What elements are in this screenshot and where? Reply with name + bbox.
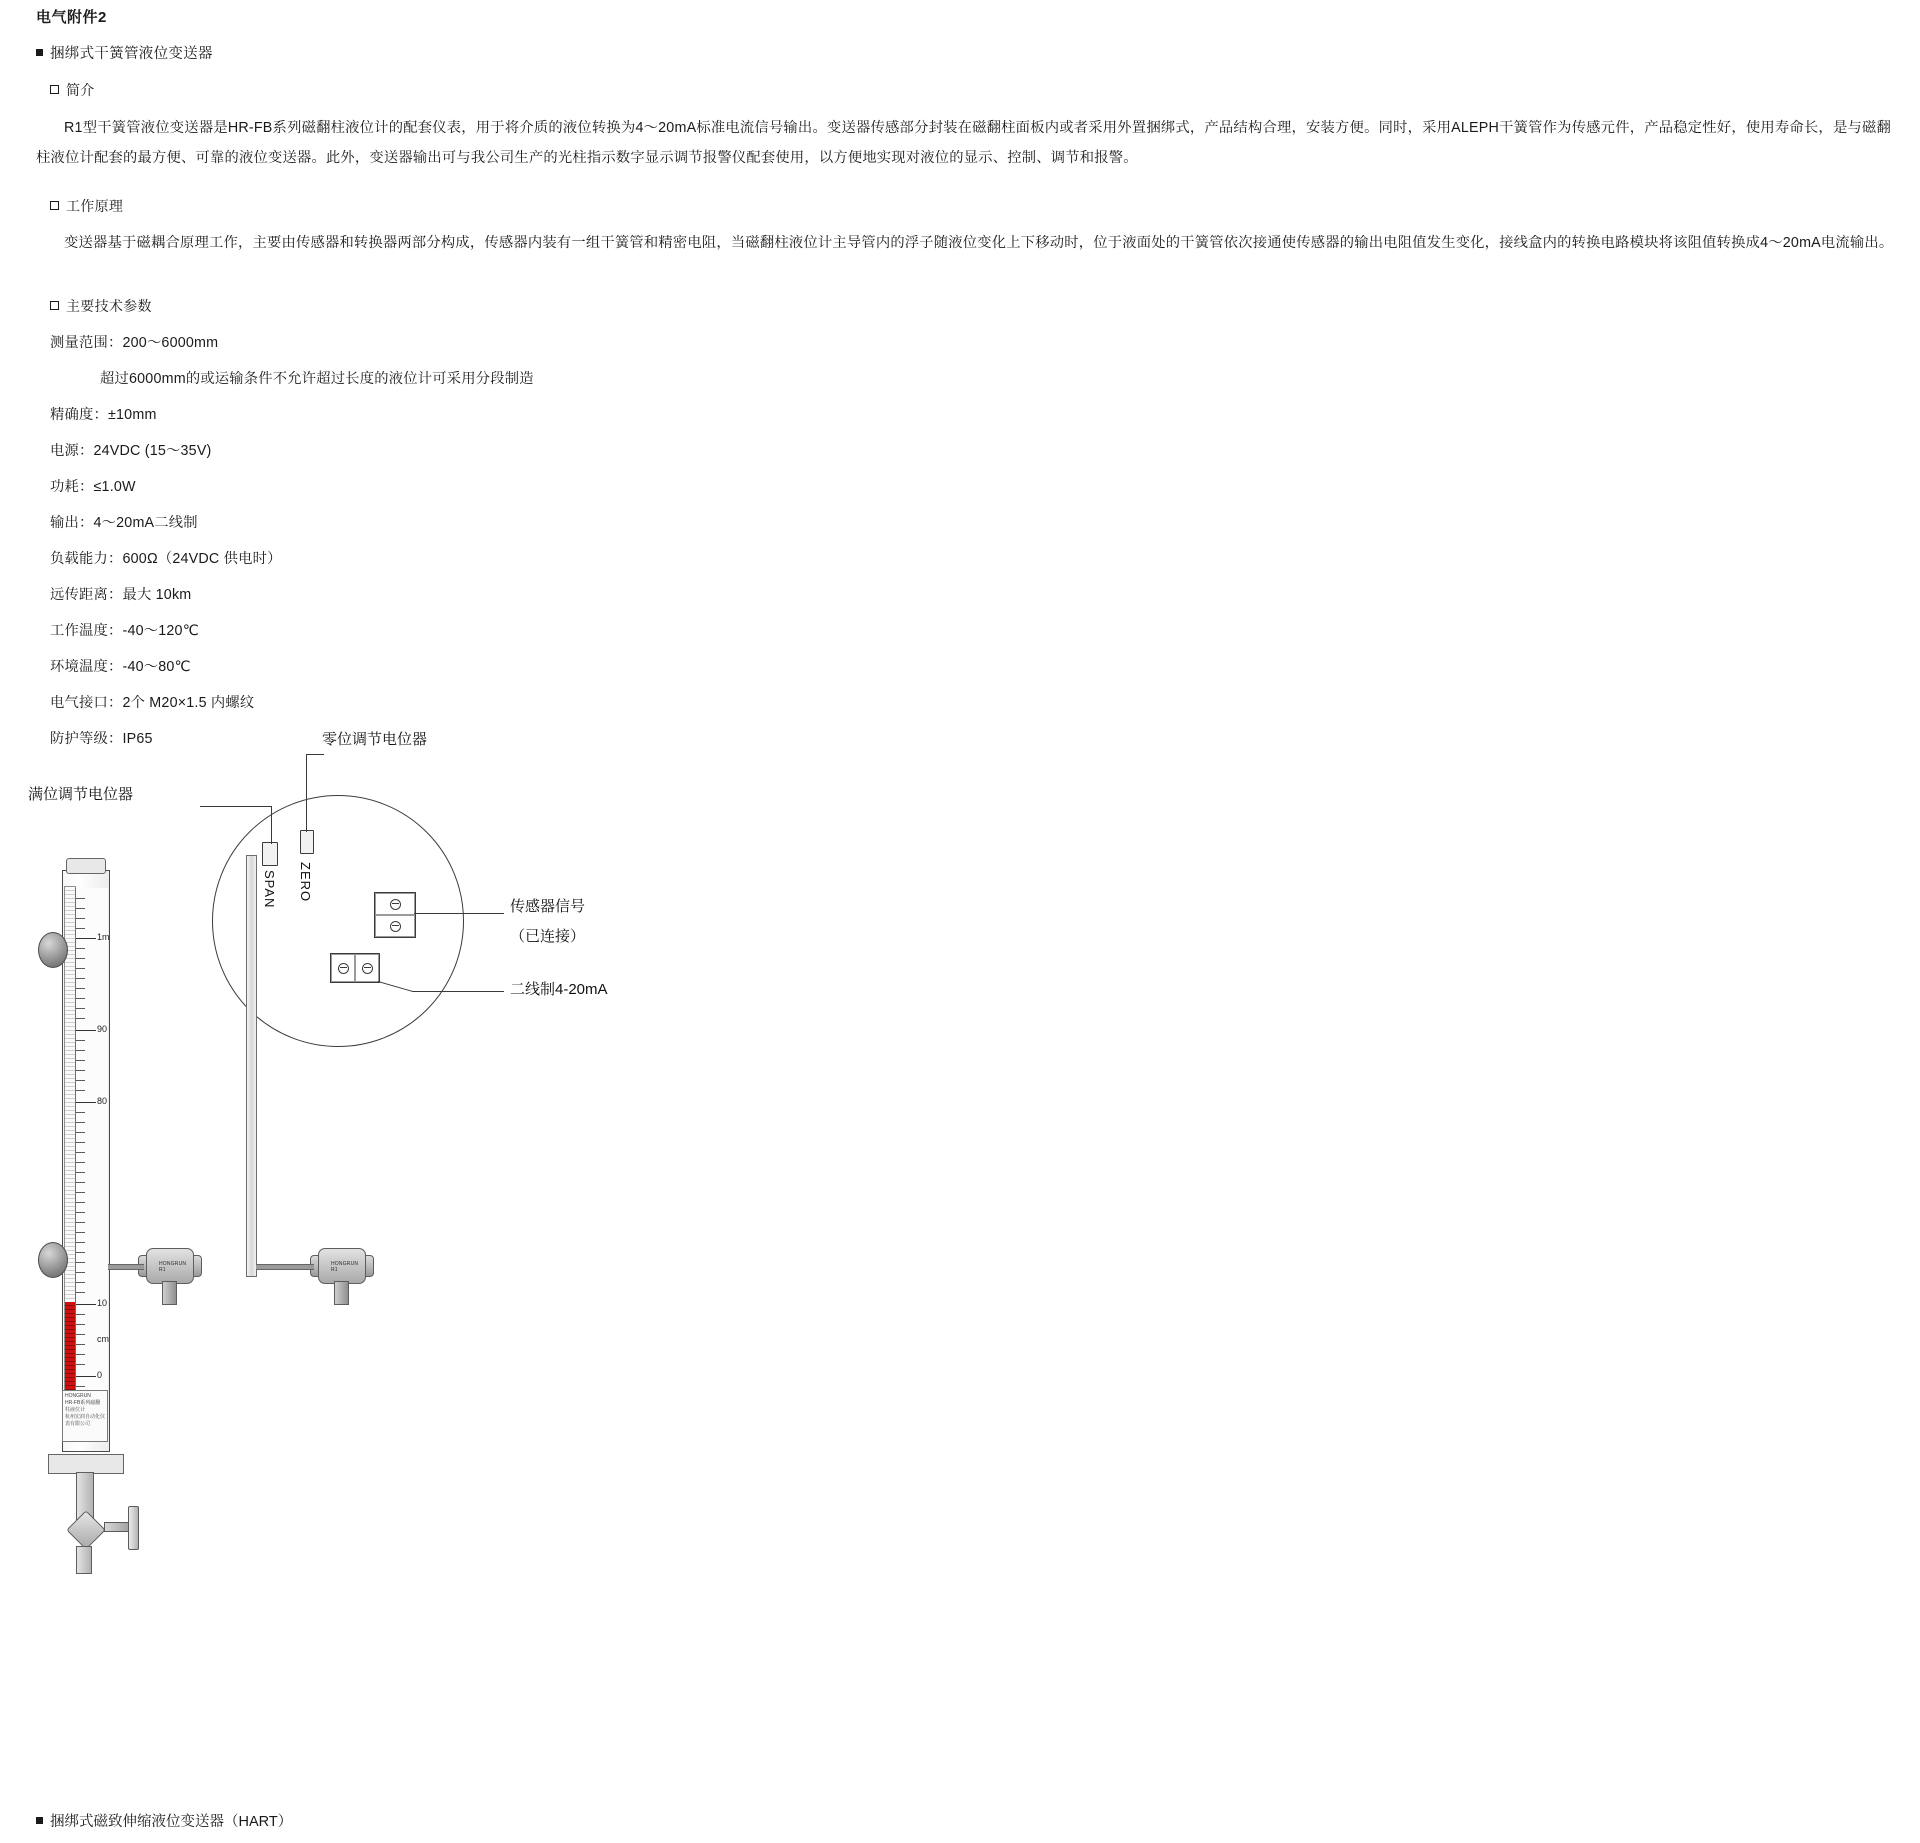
- filled-square-icon: [36, 1817, 43, 1824]
- screw-icon: [362, 963, 373, 974]
- valve-handle[interactable]: [128, 1506, 139, 1550]
- spec-item: 精确度：±10mm: [50, 407, 157, 423]
- terminal-screw-cell[interactable]: [355, 954, 379, 982]
- scale-tick: [76, 978, 85, 979]
- scale-tick: [76, 1202, 85, 1203]
- span-leader-line-v: [271, 806, 272, 844]
- scale-tick: [76, 1182, 85, 1183]
- gauge-top-cap: [66, 858, 106, 874]
- scale-tick: [76, 1324, 85, 1325]
- scale-tick: [76, 1232, 85, 1233]
- span-potentiometer[interactable]: [262, 842, 278, 866]
- zero-leader-line-h: [306, 754, 324, 755]
- scale-tick: [76, 1292, 85, 1293]
- spec-item: 电源：24VDC (15～35V): [50, 443, 212, 459]
- sub-heading-specs: 主要技术参数: [50, 296, 152, 316]
- intro-paragraph: R1型干簧管液位变送器是HR-FB系列磁翻柱液位计的配套仪表，用于将介质的液位转换为4～20mA标准电流信号输出。变送器传感部分封装在磁翻柱面板内或者采用外置捆绑式，产品结构合理，安装方便。同时，采用ALEPH干簧管作为传感元件，产品稳定性好，使用寿命长，是与磁翻柱液位计配套的最方便、可靠的液位变送器。此外，变送器输出可与我公司生产的光柱指示数字显示调节报警仪配套使用，以方便地实现对液位的显示、控制、调节和报警。: [36, 120, 1891, 166]
- transmitter-housing: [146, 1248, 194, 1284]
- sensor-signal-terminal[interactable]: [374, 892, 416, 938]
- scale-tick: [76, 1252, 85, 1253]
- span-leader-line: [200, 806, 272, 807]
- scale-tick: [76, 1334, 85, 1335]
- scale-tick: [76, 1192, 85, 1193]
- spec-item: 功耗：≤1.0W: [50, 479, 136, 495]
- scale-tick: [76, 1344, 85, 1345]
- sensor-signal-label-line1: 传感器信号: [510, 898, 586, 915]
- scale-tick: [76, 1242, 85, 1243]
- scale-tick: [76, 1122, 85, 1123]
- scale-tick-major: [76, 938, 96, 939]
- scale-tick: [76, 1152, 85, 1153]
- transmitter-conduit: [334, 1281, 349, 1305]
- spec-item: 远传距离：最大 10km: [50, 587, 192, 603]
- filled-square-icon: [36, 49, 43, 56]
- scale-label: 80: [97, 1096, 108, 1106]
- two-wire-terminal[interactable]: [330, 953, 380, 983]
- spec-item: 测量范围：200～6000mm: [50, 335, 219, 351]
- terminal-screw-cell[interactable]: [375, 893, 415, 915]
- scale-tick-major: [76, 1376, 96, 1377]
- terminal-screw-cell[interactable]: [375, 915, 415, 937]
- screw-icon: [390, 921, 401, 932]
- scale-tick: [76, 958, 85, 959]
- scale-tick: [76, 918, 85, 919]
- magnetic-level-gauge: [40, 870, 130, 1490]
- scale-tick: [76, 998, 85, 999]
- scale-tick: [76, 928, 85, 929]
- span-mark-label: SPAN: [262, 870, 277, 909]
- scale-tick-major: [76, 1102, 96, 1103]
- nameplate-line1: HR-FB系列磁翻柱液位计: [65, 1400, 101, 1413]
- scale-label: 0: [97, 1370, 103, 1380]
- scale-tick: [76, 1018, 85, 1019]
- screw-icon: [338, 963, 349, 974]
- scale-tick: [76, 1262, 85, 1263]
- sensor-signal-label-line2: （已连接）: [510, 928, 586, 945]
- nameplate-line2: 杭州宏润自动化仪表有限公司: [65, 1414, 106, 1427]
- spec-item: 输出：4～20mA二线制: [50, 515, 198, 531]
- scale-tick: [76, 1008, 85, 1009]
- page-title: 电气附件2: [36, 9, 107, 26]
- terminal-screw-cell[interactable]: [331, 954, 355, 982]
- scale-tick: [76, 1212, 85, 1213]
- scale-tick: [76, 1090, 85, 1091]
- scale-label-bottom-unit: cm: [97, 1334, 109, 1344]
- spec-item: 工作温度：-40～120℃: [50, 623, 199, 639]
- spec-item: 防护等级：IP65: [50, 731, 153, 747]
- scale-label: 90: [97, 1024, 108, 1034]
- spec-item: 电气接口：2个 M20×1.5 内螺纹: [50, 695, 255, 711]
- valve-outlet-pipe: [76, 1546, 92, 1574]
- scale-tick: [76, 1080, 85, 1081]
- scale-tick: [76, 1386, 85, 1387]
- two-wire-leader: [412, 991, 504, 992]
- scale-tick: [76, 898, 85, 899]
- principle-paragraph: 变送器基于磁耦合原理工作，主要由传感器和转换器两部分构成，传感器内装有一组干簧管和精密电阻，当磁翻柱液位计主导管内的浮子随液位变化上下移动时，位于液面处的干簧管依次接通使传感器的输出电阻值发生变化，接线盒内的转换电路模块将该阻值转换成4～20mA电流输出。: [64, 235, 1894, 251]
- span-pot-label: 满位调节电位器: [28, 786, 134, 803]
- lower-float-housing: [38, 1242, 68, 1278]
- level-transmitter-external[interactable]: [310, 1248, 372, 1292]
- zero-mark-label: ZERO: [298, 862, 313, 903]
- scale-tick: [76, 1060, 85, 1061]
- scale-tick: [76, 908, 85, 909]
- zero-pot-label: 零位调节电位器: [322, 731, 428, 748]
- scale-tick: [76, 948, 85, 949]
- transmitter-housing: [318, 1248, 366, 1284]
- section-heading: 捆绑式干簧管液位变送器: [36, 42, 213, 63]
- hollow-square-icon: [50, 85, 59, 94]
- scale-label-top-unit: 1m: [97, 932, 110, 942]
- transmitter-mount-bracket: [108, 1264, 144, 1270]
- scale-tick: [76, 1112, 85, 1113]
- scale-tick: [76, 1272, 85, 1273]
- zero-potentiometer[interactable]: [300, 830, 314, 854]
- scale-tick: [76, 968, 85, 969]
- scale-tick: [76, 1050, 85, 1051]
- footer-heading: 捆绑式磁致伸缩液位变送器（HART）: [36, 1810, 292, 1831]
- screw-icon: [390, 899, 401, 910]
- external-transmitter-bracket: [256, 1264, 314, 1270]
- level-transmitter-on-gauge[interactable]: [138, 1248, 200, 1292]
- measurement-scale: [75, 888, 108, 1434]
- hollow-square-icon: [50, 301, 59, 310]
- spec-item: 负载能力：600Ω（24VDC 供电时）: [50, 551, 282, 567]
- scale-tick: [76, 1162, 85, 1163]
- scale-tick: [76, 1354, 85, 1355]
- scale-tick: [76, 1172, 85, 1173]
- transmitter-conduit: [162, 1281, 177, 1305]
- scale-tick: [76, 1314, 85, 1315]
- scale-tick: [76, 1040, 85, 1041]
- zero-leader-line: [306, 754, 307, 832]
- scale-tick: [76, 988, 85, 989]
- nameplate-brand: HONGRUN: [65, 1393, 91, 1399]
- external-sensor-rod: [246, 855, 257, 1277]
- scale-tick-major: [76, 1304, 96, 1305]
- sub-heading-intro: 简介: [50, 80, 95, 100]
- scale-tick: [76, 1132, 85, 1133]
- bottom-flange: [48, 1454, 124, 1474]
- transmitter-label: HONGRUN R1: [159, 1261, 187, 1273]
- scale-tick-major: [76, 1030, 96, 1031]
- spec-item: 超过6000mm的或运输条件不允许超过长度的液位计可采用分段制造: [100, 371, 534, 387]
- scale-tick: [76, 1364, 85, 1365]
- valve-body: [66, 1510, 106, 1550]
- two-wire-label: 二线制4-20mA: [510, 981, 608, 998]
- spec-item: 环境温度：-40～80℃: [50, 659, 191, 675]
- sub-heading-principle: 工作原理: [50, 196, 123, 216]
- scale-tick: [76, 1142, 85, 1143]
- scale-tick: [76, 1282, 85, 1283]
- upper-float-housing: [38, 932, 68, 968]
- hollow-square-icon: [50, 201, 59, 210]
- transmitter-label: HONGRUN R1: [331, 1261, 359, 1273]
- scale-tick: [76, 1222, 85, 1223]
- sensor-signal-leader: [414, 913, 504, 914]
- nameplate: [62, 1390, 108, 1442]
- scale-label: 10: [97, 1298, 108, 1308]
- scale-tick: [76, 1070, 85, 1071]
